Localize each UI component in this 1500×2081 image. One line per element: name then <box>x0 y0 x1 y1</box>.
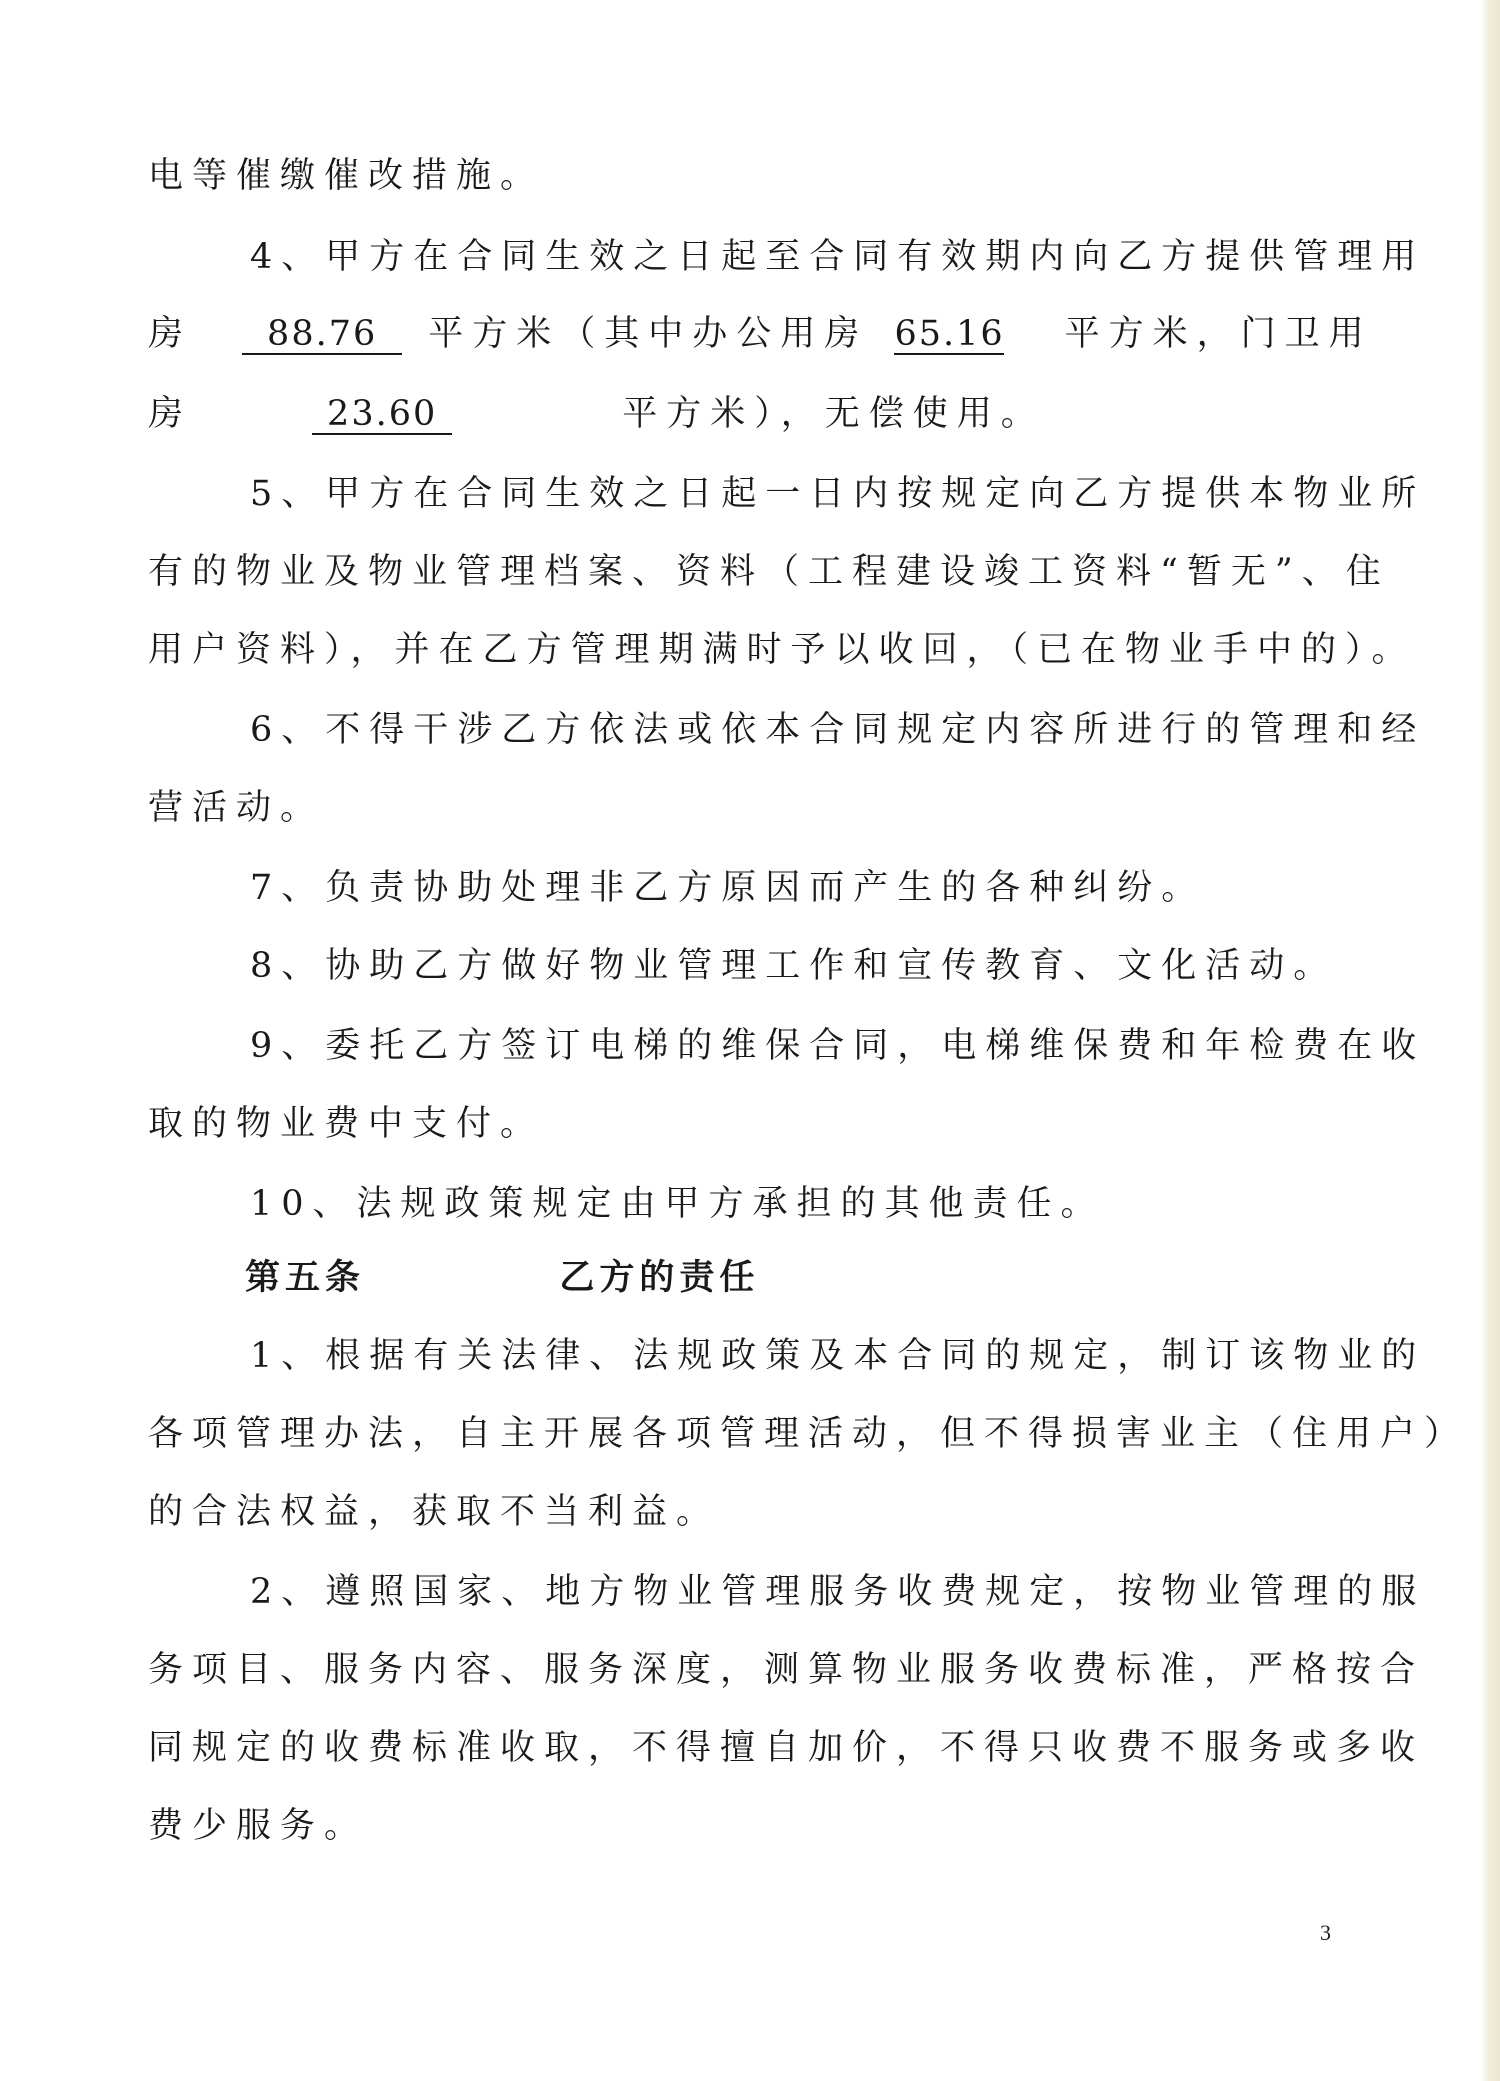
text-fang-2: 房 <box>148 394 193 434</box>
guard-room-area-value: 23.60 <box>312 395 452 435</box>
duty-1-line-2: 各项管理办法，自主开展各项管理活动，但不得损害业主（住用户） <box>148 1414 1469 1454</box>
text-line-1: 电等催缴催改措施。 <box>148 156 545 196</box>
clause-4-line-2 <box>148 312 1373 356</box>
text-guard-room: 平方米，门卫用 <box>1064 314 1373 354</box>
clause-9-line-1: 9、委托乙方签订电梯的维保合同，电梯维保费和年检费在收 <box>250 1026 1426 1066</box>
office-area-value: 65.16 <box>894 314 1005 354</box>
management-area-value: 88.76 <box>242 315 402 355</box>
clause-10: 10、法规政策规定由甲方承担的其他责任。 <box>250 1184 1105 1224</box>
duty-2-line-4: 费少服务。 <box>148 1806 369 1846</box>
duty-2-line-3: 同规定的收费标准收取，不得擅自加价，不得只收费不服务或多收 <box>148 1728 1425 1768</box>
clause-9-line-2: 取的物业费中支付。 <box>148 1104 545 1144</box>
clause-6-line-1: 6、不得干涉乙方依法或依本合同规定内容所进行的管理和经 <box>250 710 1426 750</box>
clause-5-line-1: 5、甲方在合同生效之日起一日内按规定向乙方提供本物业所 <box>250 474 1426 514</box>
paper-edge <box>1480 0 1500 2081</box>
duty-1-line-1: 1、根据有关法律、法规政策及本合同的规定，制订该物业的 <box>250 1336 1426 1376</box>
duty-2-line-2: 务项目、服务内容、服务深度，测算物业服务收费标准，严格按合 <box>148 1650 1425 1690</box>
text-office-area: 平方米（其中办公用房 <box>428 314 869 354</box>
clause-7: 7、负责协助处理非乙方原因而产生的各种纠纷。 <box>250 868 1206 908</box>
duty-1-line-3: 的合法权益，获取不当利益。 <box>148 1492 721 1532</box>
clause-4-line-1: 4、甲方在合同生效之日起至合同有效期内向乙方提供管理用 <box>250 237 1426 277</box>
article-number: 第五条 <box>245 1258 366 1298</box>
clause-8: 8、协助乙方做好物业管理工作和宣传教育、文化活动。 <box>250 946 1338 986</box>
text-fang: 房 <box>148 314 193 354</box>
clause-5-line-3: 用户资料），并在乙方管理期满时予以收回，（已在物业手中的）。 <box>148 630 1416 670</box>
page-number: 3 <box>1320 1920 1331 1945</box>
clause-5-line-2: 有的物业及物业管理档案、资料（工程建设竣工资料“暂无”、住 <box>148 552 1390 592</box>
article-5-heading <box>245 1256 759 1300</box>
article-title: 乙方的责任 <box>559 1258 760 1298</box>
text-free-use: 平方米），无偿使用。 <box>622 394 1045 434</box>
clause-4-line-3 <box>148 392 1045 436</box>
clause-6-line-2: 营活动。 <box>148 788 325 828</box>
duty-2-line-1: 2、遵照国家、地方物业管理服务收费规定，按物业管理的服 <box>250 1572 1426 1612</box>
